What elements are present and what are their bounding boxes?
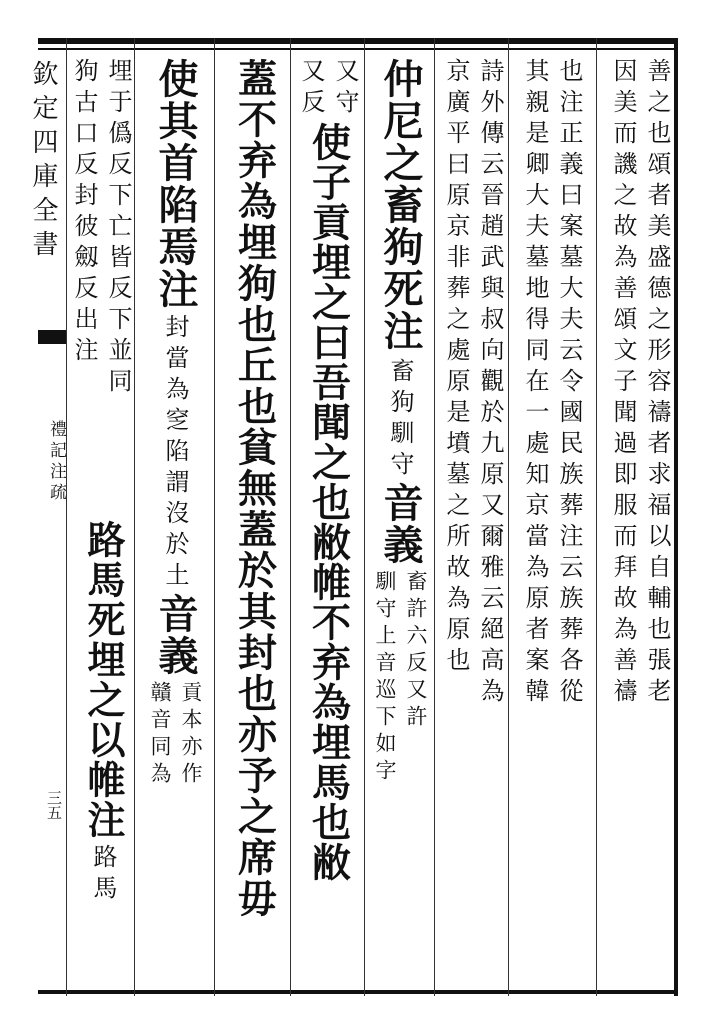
text-column-1 <box>604 58 676 709</box>
yinyi-label: 音義 <box>377 482 424 566</box>
note-line-right: 埋于僞反下亡皆反下並同 <box>104 58 132 399</box>
main-text: 仲尼之畜狗死注 <box>377 58 424 352</box>
text-column-2 <box>514 58 590 709</box>
note-line-right: 畜許六反又許 <box>404 570 428 732</box>
column-rule <box>134 38 135 996</box>
note-text: 畜狗馴守 <box>386 358 414 482</box>
column-rule <box>66 38 67 996</box>
text-column-8 <box>70 58 132 399</box>
note-text: 封當為窆陷謂沒於土 <box>161 314 189 593</box>
text-column-5 <box>294 58 362 882</box>
series-title: 欽定四庫全書 <box>28 60 58 264</box>
column-rule <box>364 38 365 996</box>
note-line-left: 因美而譏之故為善頌文子聞過即服而拜故為善禱 <box>609 58 637 709</box>
text-column-4 <box>368 58 432 786</box>
note-line-right: 又守 <box>331 58 359 120</box>
main-text: 使其首陷焉注 <box>152 58 199 310</box>
book-title: 禮記注疏 <box>46 420 66 504</box>
text-column-9 <box>74 520 132 906</box>
note-text: 路馬 <box>89 844 117 906</box>
note-line-left: 狗古口反封彼劔反出注 <box>70 58 98 368</box>
margin-band <box>38 330 66 344</box>
note-line-right: 善之也頌者美盛德之形容禱者求福以自輔也張老 <box>643 58 671 709</box>
note-line-left: 馴守上音巡下如字 <box>373 570 397 786</box>
column-rule <box>508 38 509 996</box>
main-text: 蓋不弃為埋狗也丘也貧無蓋於其封也亦予之席毋 <box>231 58 278 919</box>
page-number: 三五 <box>45 790 63 820</box>
column-rule <box>434 38 435 996</box>
text-column-7 <box>140 58 210 789</box>
column-rule <box>290 38 291 996</box>
yinyi-label: 音義 <box>152 593 199 677</box>
note-line-right: 貢本亦作 <box>179 681 203 789</box>
note-line-left: 其親是卿大夫墓地得同在一處知京當為原者案韓 <box>521 58 549 709</box>
note-line-left: 又反 <box>297 58 325 120</box>
text-column-6 <box>220 58 288 919</box>
main-text: 使子貢埋之曰吾聞之也敝帷不弃為埋馬也敝 <box>305 122 352 882</box>
note-line-right: 也注正義曰案墓大夫云令國民族葬注云族葬各從 <box>555 58 583 709</box>
text-column-3 <box>440 58 506 709</box>
margin-series <box>30 60 56 264</box>
column-rule <box>214 38 215 996</box>
note-line-right: 詩外傳云晉趙武與叔向觀於九原又爾雅云絕高為 <box>476 58 504 709</box>
note-line-left: 贛音同為 <box>148 681 172 789</box>
column-rule <box>596 38 597 996</box>
main-text: 路馬死埋之以帷注 <box>81 520 126 840</box>
note-line-left: 京廣平曰原京非葬之處原是墳墓之所故為原也 <box>442 58 470 678</box>
